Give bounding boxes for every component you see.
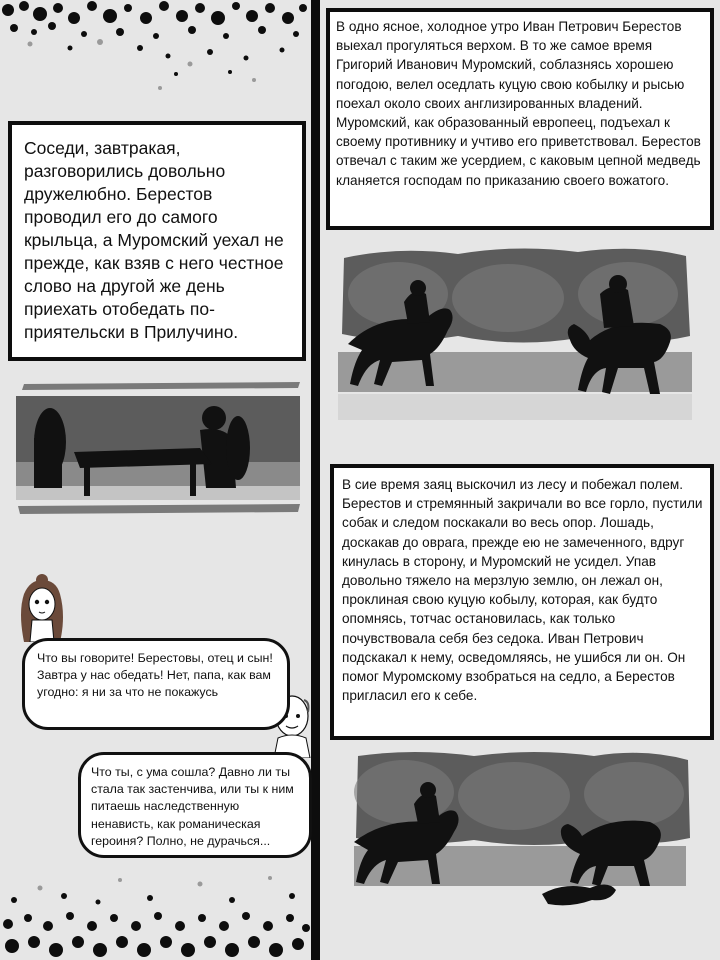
narration-box-top-right: В одно ясное, холодное утро Иван Петрович Берестов выехал прогуляться верхом. В то же самое время Григорий Иванович Муромский, соблазнясь хорошею погодою, велел оседлать куцую свою кобылку и рысью поехал около своих англизированных владений. Муромский, как образованный европеец, подъехал к своему противнику и учтиво его приветствовал. Берестов отвечал с таким же усердием, с каковым цепной медведь кланяется господам по приказанию своего вожатого. [326,8,714,230]
fallen-rider-illustration [344,748,694,910]
bottom-dot-border [0,870,312,960]
speech-bubble-father: Что ты, с ума сошла? Давно ли ты стала так застенчива, или ты к ним питаешь наследственную ненависть, как романическая героиня? Полно, не дурачься... [78,752,312,858]
narration-box-mid-right: В сие время заяц выскочил из лесу и побежал полем. Берестов и стремянный закричали во все горло, пустили собак и следом поскакали во весь опор. Лошадь, доскакав до оврага, прежде ею не замеченного, вдруг кинулась в сторону, и Муромский не усидел. Упав довольно тяжело на мерзлую землю, он лежал он, проклиная свою куцую кобылу, которая, как будто опомнясь, тотчас остановилась, как только почувствовала себя без седока. Иван Петрович подскакал к нему, осведомляясь, не ушибся ли он. Он помог Муромскому взобраться на седло, а Берестов пригласил его к себе. [330,464,714,740]
girl-character-portrait [14,572,66,642]
riders-greeting-illustration [338,244,692,420]
narration-box-left: Соседи, завтракая, разговорились довольно дружелюбно. Берестов проводил его до самого крыльца, а Муромский уехал не прежде, как взяв с него честное слово на другой же день приехать отобедать по-приятельски в Прилучино. [8,121,306,361]
panel-divider [311,0,320,960]
speech-bubble-girl: Что вы говорите! Берестовы, отец и сын! Завтра у нас обедать! Нет, папа, как вам угодно: я ни за что не покажусь [22,638,290,730]
top-dot-border [0,0,312,100]
breakfast-table-illustration [10,378,304,530]
